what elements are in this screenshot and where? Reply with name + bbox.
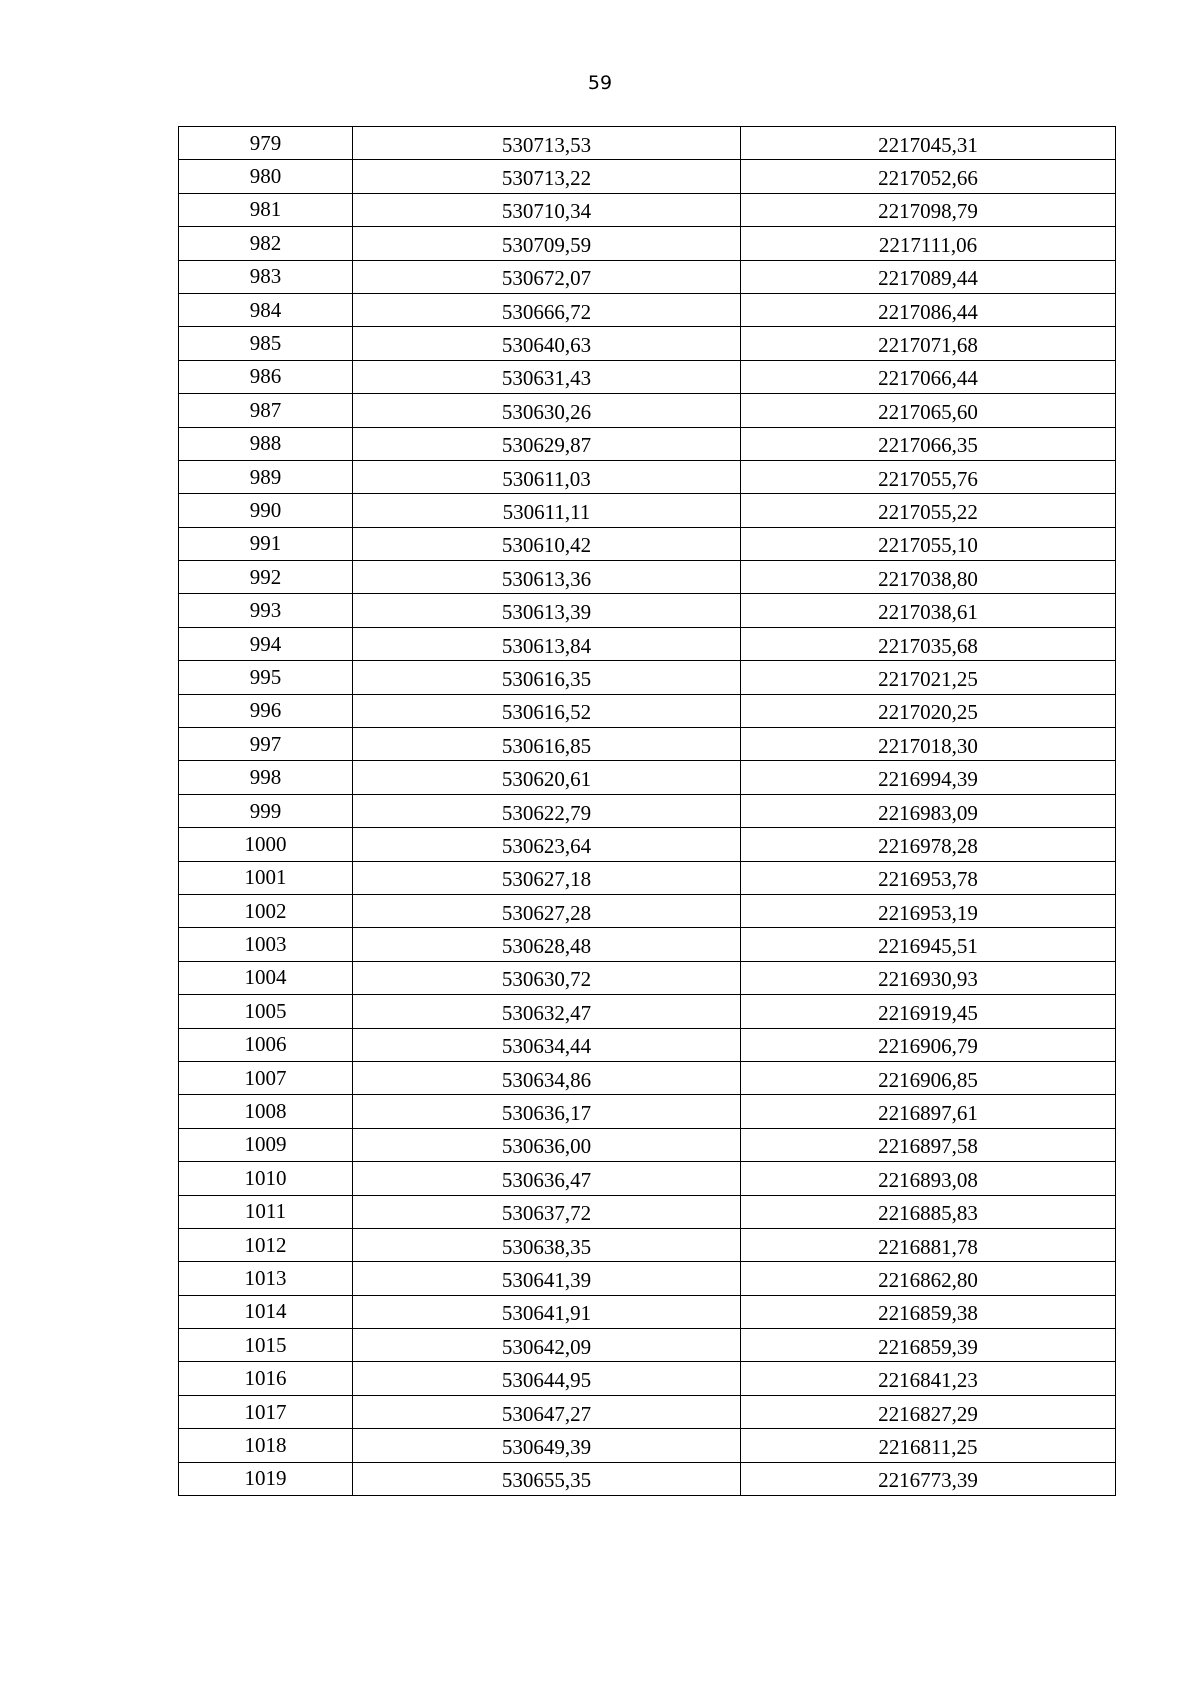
x-coordinate-value: 530630,26 xyxy=(501,399,592,424)
y-coordinate-value: 2216859,39 xyxy=(878,1334,978,1359)
point-number-cell xyxy=(179,1362,353,1395)
y-coordinate-value: 2216953,78 xyxy=(878,867,978,892)
table-row xyxy=(179,1061,1116,1094)
x-coordinate-value: 530672,07 xyxy=(501,266,592,291)
table-row xyxy=(179,1128,1116,1161)
table-row xyxy=(179,1462,1116,1495)
point-number-cell xyxy=(179,995,353,1028)
table-row xyxy=(179,1228,1116,1261)
y-coordinate-cell xyxy=(741,561,1116,594)
y-coordinate-value: 2216945,51 xyxy=(878,934,978,959)
x-coordinate-value: 530632,47 xyxy=(501,1000,592,1025)
table-row xyxy=(179,861,1116,894)
y-coordinate-value: 2217089,44 xyxy=(878,266,978,291)
y-coordinate-cell xyxy=(741,661,1116,694)
point-number-value: 1002 xyxy=(244,898,287,923)
x-coordinate-value: 530634,44 xyxy=(501,1034,592,1059)
point-number-cell xyxy=(179,260,353,293)
x-coordinate-value: 530641,39 xyxy=(501,1267,592,1292)
y-coordinate-cell xyxy=(741,995,1116,1028)
x-coordinate-value: 530613,39 xyxy=(501,600,592,625)
y-coordinate-value: 2217021,25 xyxy=(878,666,978,691)
x-coordinate-value: 530647,27 xyxy=(501,1401,592,1426)
y-coordinate-value: 2217045,31 xyxy=(878,132,978,157)
x-coordinate-value: 530636,47 xyxy=(501,1167,592,1192)
point-number-value: 1014 xyxy=(244,1299,287,1324)
x-coordinate-cell xyxy=(353,293,741,326)
y-coordinate-value: 2217020,25 xyxy=(878,700,978,725)
table-row xyxy=(179,1295,1116,1328)
y-coordinate-value: 2216978,28 xyxy=(878,833,978,858)
y-coordinate-cell xyxy=(741,594,1116,627)
x-coordinate-cell xyxy=(353,1028,741,1061)
x-coordinate-value: 530616,35 xyxy=(501,666,592,691)
x-coordinate-value: 530644,95 xyxy=(501,1368,592,1393)
point-number-cell xyxy=(179,828,353,861)
y-coordinate-value: 2216906,85 xyxy=(878,1067,978,1092)
point-number-cell xyxy=(179,961,353,994)
y-coordinate-cell xyxy=(741,460,1116,493)
y-coordinate-cell xyxy=(741,293,1116,326)
x-coordinate-value: 530616,85 xyxy=(501,733,592,758)
x-coordinate-cell xyxy=(353,260,741,293)
point-number-cell xyxy=(179,1061,353,1094)
table-row xyxy=(179,828,1116,861)
y-coordinate-cell xyxy=(741,227,1116,260)
y-coordinate-cell xyxy=(741,160,1116,193)
table-row xyxy=(179,494,1116,527)
x-coordinate-cell xyxy=(353,961,741,994)
y-coordinate-cell xyxy=(741,1262,1116,1295)
point-number-value: 992 xyxy=(249,564,282,589)
point-number-cell xyxy=(179,894,353,927)
y-coordinate-cell xyxy=(741,1395,1116,1428)
point-number-cell xyxy=(179,728,353,761)
point-number-cell xyxy=(179,394,353,427)
point-number-cell xyxy=(179,193,353,226)
point-number-cell xyxy=(179,694,353,727)
point-number-value: 989 xyxy=(249,464,282,489)
table-row xyxy=(179,1329,1116,1362)
point-number-value: 982 xyxy=(249,230,282,255)
y-coordinate-cell xyxy=(741,1429,1116,1462)
y-coordinate-cell xyxy=(741,360,1116,393)
point-number-value: 1006 xyxy=(244,1032,287,1057)
y-coordinate-value: 2217055,76 xyxy=(878,466,978,491)
table-row xyxy=(179,694,1116,727)
x-coordinate-cell xyxy=(353,861,741,894)
point-number-cell xyxy=(179,227,353,260)
point-number-cell xyxy=(179,460,353,493)
y-coordinate-value: 2216930,93 xyxy=(878,967,978,992)
x-coordinate-value: 530713,22 xyxy=(501,166,592,191)
point-number-value: 986 xyxy=(249,364,282,389)
y-coordinate-value: 2216893,08 xyxy=(878,1167,978,1192)
y-coordinate-value: 2217035,68 xyxy=(878,633,978,658)
table-row xyxy=(179,160,1116,193)
x-coordinate-cell xyxy=(353,1362,741,1395)
x-coordinate-value: 530610,42 xyxy=(501,533,592,558)
point-number-cell xyxy=(179,861,353,894)
point-number-cell xyxy=(179,1395,353,1428)
point-number-value: 999 xyxy=(249,798,282,823)
point-number-cell xyxy=(179,1128,353,1161)
x-coordinate-cell xyxy=(353,327,741,360)
y-coordinate-value: 2217098,79 xyxy=(878,199,978,224)
y-coordinate-cell xyxy=(741,1162,1116,1195)
x-coordinate-value: 530640,63 xyxy=(501,333,592,358)
x-coordinate-cell xyxy=(353,1228,741,1261)
y-coordinate-value: 2217055,10 xyxy=(878,533,978,558)
table-row xyxy=(179,193,1116,226)
table-row xyxy=(179,794,1116,827)
x-coordinate-value: 530611,11 xyxy=(502,499,591,524)
y-coordinate-cell xyxy=(741,260,1116,293)
x-coordinate-value: 530636,00 xyxy=(501,1134,592,1159)
point-number-value: 1005 xyxy=(244,998,287,1023)
point-number-cell xyxy=(179,160,353,193)
x-coordinate-cell xyxy=(353,1395,741,1428)
x-coordinate-cell xyxy=(353,627,741,660)
x-coordinate-cell xyxy=(353,828,741,861)
point-number-value: 1015 xyxy=(244,1332,287,1357)
x-coordinate-value: 530666,72 xyxy=(501,299,592,324)
x-coordinate-cell xyxy=(353,494,741,527)
y-coordinate-cell xyxy=(741,694,1116,727)
x-coordinate-value: 530613,36 xyxy=(501,566,592,591)
x-coordinate-cell xyxy=(353,127,741,160)
x-coordinate-cell xyxy=(353,728,741,761)
table-row xyxy=(179,961,1116,994)
point-number-value: 1011 xyxy=(244,1199,287,1224)
x-coordinate-cell xyxy=(353,928,741,961)
y-coordinate-value: 2217086,44 xyxy=(878,299,978,324)
point-number-value: 979 xyxy=(249,130,282,155)
x-coordinate-value: 530627,28 xyxy=(501,900,592,925)
point-number-value: 1008 xyxy=(244,1099,287,1124)
table-row xyxy=(179,594,1116,627)
x-coordinate-value: 530709,59 xyxy=(501,232,592,257)
y-coordinate-value: 2216953,19 xyxy=(878,900,978,925)
table-row xyxy=(179,561,1116,594)
y-coordinate-cell xyxy=(741,1061,1116,1094)
y-coordinate-cell xyxy=(741,928,1116,961)
x-coordinate-cell xyxy=(353,1061,741,1094)
x-coordinate-cell xyxy=(353,1329,741,1362)
point-number-cell xyxy=(179,627,353,660)
x-coordinate-value: 530631,43 xyxy=(501,366,592,391)
point-number-value: 983 xyxy=(249,264,282,289)
table-row xyxy=(179,1429,1116,1462)
point-number-cell xyxy=(179,928,353,961)
point-number-value: 1016 xyxy=(244,1366,287,1391)
table-row xyxy=(179,394,1116,427)
y-coordinate-value: 2216862,80 xyxy=(878,1267,978,1292)
table-row xyxy=(179,127,1116,160)
table-row xyxy=(179,460,1116,493)
point-number-value: 980 xyxy=(249,164,282,189)
x-coordinate-value: 530637,72 xyxy=(501,1201,592,1226)
x-coordinate-value: 530634,86 xyxy=(501,1067,592,1092)
y-coordinate-cell xyxy=(741,1128,1116,1161)
point-number-value: 998 xyxy=(249,765,282,790)
point-number-value: 1009 xyxy=(244,1132,287,1157)
table-row xyxy=(179,761,1116,794)
y-coordinate-cell xyxy=(741,193,1116,226)
table-row xyxy=(179,1262,1116,1295)
table-row xyxy=(179,928,1116,961)
x-coordinate-cell xyxy=(353,427,741,460)
x-coordinate-value: 530655,35 xyxy=(501,1468,592,1493)
x-coordinate-cell xyxy=(353,227,741,260)
table-row xyxy=(179,728,1116,761)
y-coordinate-cell xyxy=(741,527,1116,560)
y-coordinate-cell xyxy=(741,1295,1116,1328)
point-number-cell xyxy=(179,1195,353,1228)
table-row xyxy=(179,227,1116,260)
x-coordinate-value: 530628,48 xyxy=(501,934,592,959)
table-row xyxy=(179,293,1116,326)
y-coordinate-cell xyxy=(741,327,1116,360)
y-coordinate-cell xyxy=(741,1329,1116,1362)
table-row xyxy=(179,1162,1116,1195)
y-coordinate-value: 2216919,45 xyxy=(878,1000,978,1025)
y-coordinate-cell xyxy=(741,828,1116,861)
point-number-value: 1003 xyxy=(244,932,287,957)
point-number-cell xyxy=(179,1028,353,1061)
y-coordinate-value: 2216773,39 xyxy=(878,1468,978,1493)
point-number-value: 1004 xyxy=(244,965,287,990)
x-coordinate-cell xyxy=(353,794,741,827)
point-number-value: 984 xyxy=(249,297,282,322)
x-coordinate-cell xyxy=(353,1429,741,1462)
x-coordinate-value: 530622,79 xyxy=(501,800,592,825)
x-coordinate-value: 530642,09 xyxy=(501,1334,592,1359)
point-number-value: 1001 xyxy=(244,865,287,890)
point-number-value: 1012 xyxy=(244,1232,287,1257)
x-coordinate-value: 530616,52 xyxy=(501,700,592,725)
table-row xyxy=(179,327,1116,360)
point-number-cell xyxy=(179,661,353,694)
point-number-cell xyxy=(179,761,353,794)
point-number-cell xyxy=(179,1295,353,1328)
point-number-value: 1007 xyxy=(244,1065,287,1090)
table-row xyxy=(179,1028,1116,1061)
point-number-cell xyxy=(179,1462,353,1495)
y-coordinate-value: 2217066,35 xyxy=(878,433,978,458)
y-coordinate-cell xyxy=(741,861,1116,894)
y-coordinate-value: 2216859,38 xyxy=(878,1301,978,1326)
y-coordinate-cell xyxy=(741,1362,1116,1395)
page-number: 59 xyxy=(587,72,613,94)
y-coordinate-value: 2217071,68 xyxy=(878,333,978,358)
table-row xyxy=(179,1095,1116,1128)
x-coordinate-cell xyxy=(353,394,741,427)
x-coordinate-value: 530710,34 xyxy=(501,199,592,224)
point-number-value: 1019 xyxy=(244,1466,287,1491)
point-number-value: 991 xyxy=(249,531,282,556)
point-number-cell xyxy=(179,1095,353,1128)
point-number-cell xyxy=(179,1329,353,1362)
y-coordinate-cell xyxy=(741,961,1116,994)
y-coordinate-value: 2217038,80 xyxy=(878,566,978,591)
point-number-cell xyxy=(179,1162,353,1195)
x-coordinate-value: 530713,53 xyxy=(501,132,592,157)
y-coordinate-cell xyxy=(741,894,1116,927)
table-row xyxy=(179,1362,1116,1395)
table-row xyxy=(179,1395,1116,1428)
y-coordinate-value: 2217111,06 xyxy=(878,232,978,257)
point-number-cell xyxy=(179,1262,353,1295)
y-coordinate-value: 2216811,25 xyxy=(878,1434,978,1459)
x-coordinate-value: 530630,72 xyxy=(501,967,592,992)
y-coordinate-value: 2216906,79 xyxy=(878,1034,978,1059)
table-row xyxy=(179,360,1116,393)
x-coordinate-cell xyxy=(353,1162,741,1195)
table-row xyxy=(179,1195,1116,1228)
y-coordinate-value: 2216897,58 xyxy=(878,1134,978,1159)
point-number-cell xyxy=(179,561,353,594)
x-coordinate-cell xyxy=(353,661,741,694)
x-coordinate-cell xyxy=(353,1262,741,1295)
point-number-value: 1000 xyxy=(244,831,287,856)
point-number-value: 995 xyxy=(249,664,282,689)
y-coordinate-cell xyxy=(741,1228,1116,1261)
x-coordinate-value: 530641,91 xyxy=(501,1301,592,1326)
y-coordinate-value: 2217055,22 xyxy=(878,499,978,524)
x-coordinate-cell xyxy=(353,1128,741,1161)
coordinates-table-body xyxy=(179,127,1116,1496)
y-coordinate-cell xyxy=(741,127,1116,160)
x-coordinate-value: 530649,39 xyxy=(501,1434,592,1459)
point-number-value: 1018 xyxy=(244,1432,287,1457)
y-coordinate-value: 2216983,09 xyxy=(878,800,978,825)
x-coordinate-cell xyxy=(353,561,741,594)
point-number-value: 993 xyxy=(249,598,282,623)
point-number-cell xyxy=(179,1228,353,1261)
table-row xyxy=(179,260,1116,293)
point-number-value: 1017 xyxy=(244,1399,287,1424)
x-coordinate-cell xyxy=(353,527,741,560)
point-number-cell xyxy=(179,127,353,160)
y-coordinate-value: 2217038,61 xyxy=(878,600,978,625)
point-number-cell xyxy=(179,794,353,827)
x-coordinate-value: 530623,64 xyxy=(501,833,592,858)
x-coordinate-cell xyxy=(353,594,741,627)
y-coordinate-cell xyxy=(741,427,1116,460)
point-number-cell xyxy=(179,527,353,560)
point-number-cell xyxy=(179,327,353,360)
x-coordinate-value: 530638,35 xyxy=(501,1234,592,1259)
point-number-value: 988 xyxy=(249,431,282,456)
y-coordinate-cell xyxy=(741,627,1116,660)
table-row xyxy=(179,627,1116,660)
point-number-cell xyxy=(179,360,353,393)
x-coordinate-cell xyxy=(353,1195,741,1228)
x-coordinate-cell xyxy=(353,1295,741,1328)
y-coordinate-cell xyxy=(741,1195,1116,1228)
x-coordinate-cell xyxy=(353,894,741,927)
point-number-cell xyxy=(179,293,353,326)
x-coordinate-value: 530613,84 xyxy=(501,633,592,658)
x-coordinate-cell xyxy=(353,1462,741,1495)
y-coordinate-value: 2217065,60 xyxy=(878,399,978,424)
point-number-cell xyxy=(179,594,353,627)
point-number-value: 990 xyxy=(249,497,282,522)
y-coordinate-cell xyxy=(741,394,1116,427)
point-number-cell xyxy=(179,1429,353,1462)
point-number-value: 996 xyxy=(249,698,282,723)
x-coordinate-value: 530611,03 xyxy=(502,466,591,491)
y-coordinate-cell xyxy=(741,1095,1116,1128)
point-number-value: 1013 xyxy=(244,1265,287,1290)
y-coordinate-value: 2216827,29 xyxy=(878,1401,978,1426)
y-coordinate-value: 2216881,78 xyxy=(878,1234,978,1259)
point-number-value: 985 xyxy=(249,331,282,356)
table-row xyxy=(179,894,1116,927)
y-coordinate-cell xyxy=(741,728,1116,761)
y-coordinate-value: 2217066,44 xyxy=(878,366,978,391)
x-coordinate-cell xyxy=(353,1095,741,1128)
table-row xyxy=(179,661,1116,694)
x-coordinate-cell xyxy=(353,694,741,727)
y-coordinate-value: 2217052,66 xyxy=(878,166,978,191)
x-coordinate-cell xyxy=(353,160,741,193)
x-coordinate-cell xyxy=(353,995,741,1028)
y-coordinate-value: 2216994,39 xyxy=(878,767,978,792)
table-row xyxy=(179,527,1116,560)
y-coordinate-cell xyxy=(741,1462,1116,1495)
x-coordinate-value: 530636,17 xyxy=(501,1101,592,1126)
point-number-value: 994 xyxy=(249,631,282,656)
table-row xyxy=(179,427,1116,460)
y-coordinate-cell xyxy=(741,794,1116,827)
x-coordinate-value: 530627,18 xyxy=(501,867,592,892)
x-coordinate-cell xyxy=(353,360,741,393)
y-coordinate-value: 2216841,23 xyxy=(878,1368,978,1393)
y-coordinate-cell xyxy=(741,761,1116,794)
point-number-cell xyxy=(179,494,353,527)
x-coordinate-cell xyxy=(353,460,741,493)
point-number-value: 997 xyxy=(249,731,282,756)
y-coordinate-value: 2216897,61 xyxy=(878,1101,978,1126)
y-coordinate-cell xyxy=(741,494,1116,527)
point-number-value: 987 xyxy=(249,397,282,422)
x-coordinate-cell xyxy=(353,761,741,794)
y-coordinate-value: 2216885,83 xyxy=(878,1201,978,1226)
point-number-value: 1010 xyxy=(244,1165,287,1190)
x-coordinate-value: 530629,87 xyxy=(501,433,592,458)
point-number-cell xyxy=(179,427,353,460)
point-number-value: 981 xyxy=(249,197,282,222)
y-coordinate-value: 2217018,30 xyxy=(878,733,978,758)
y-coordinate-cell xyxy=(741,1028,1116,1061)
x-coordinate-cell xyxy=(353,193,741,226)
table-row xyxy=(179,995,1116,1028)
x-coordinate-value: 530620,61 xyxy=(501,767,592,792)
coordinates-table xyxy=(178,126,1116,1496)
